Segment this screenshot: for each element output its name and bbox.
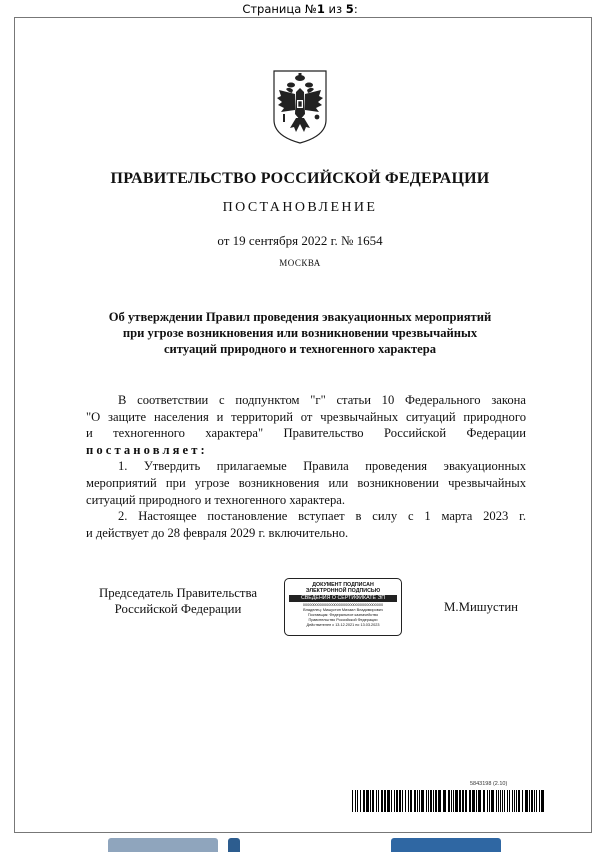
stamp-certificate-bar: СВЕДЕНИЯ О СЕРТИФИКАТЕ ЭП [289,595,397,602]
coat-of-arms-emblem [273,70,327,144]
page-nav-button[interactable] [228,838,240,852]
barcode-stripe [451,790,452,812]
barcode-id: 5843198 (2.10) [470,781,508,787]
barcode-stripe [500,790,501,812]
barcode-stripe [360,790,361,812]
barcode-stripe [478,790,481,812]
signatory-position-line: Российской Федерации [114,602,242,616]
page-counter [0,2,600,16]
stamp-line: 00000000000000000000000000000000000000 [302,603,384,607]
barcode-stripe [376,790,377,812]
barcode-stripe [426,790,427,812]
barcode-stripe [405,790,406,812]
barcode-stripe [428,790,429,812]
signatory-position-line: Председатель Правительства [98,586,258,600]
body-line: 1. Утвердить прилагаемые Правила проведения эвакуационных [118,459,526,474]
barcode-stripe [384,790,386,812]
barcode-stripe [509,790,510,812]
barcode-stripe [433,790,434,812]
body-line: "О защите населения и территорий от чрезвычайных ситуаций природного [86,409,526,424]
barcode-stripe [536,790,537,812]
barcode-stripe [443,790,446,812]
barcode-stripe [531,790,533,812]
barcode-stripe [417,790,418,812]
barcode-stripe [414,790,416,812]
document-city: МОСКВА [279,258,321,268]
barcode-stripe [381,790,383,812]
barcode-stripe [363,790,365,812]
barcode-stripe [408,790,409,812]
electronic-signature-stamp [284,578,402,636]
page-counter-suffix: : [353,2,358,16]
barcode-stripe [419,790,420,812]
barcode-stripe [514,790,515,812]
body-line: ситуаций природного и техногенного характера. [86,492,346,507]
barcode-stripe [399,790,401,812]
stamp-line: Правительство Российской Федерации [308,618,378,622]
body-line: и техногенного характера" Правительство Российской Федерации [86,426,526,441]
barcode-stripe [455,790,458,812]
stamp-line: Поставщик: Федеральное казначейство [307,613,379,617]
barcode-stripe [396,790,398,812]
stamp-line: Действителен с 13.12.2021 по 13.03.2023 [306,623,380,627]
barcode-stripe [487,790,488,812]
barcode-stripe [525,790,528,812]
body-line: В соответствии с подпунктом "г" статьи 10 Федерального закона [118,393,526,407]
barcode-stripe [465,790,467,812]
stamp-line: Владелец: Мишустин Михаил Владимирович [303,608,383,612]
document-subject [70,309,530,357]
barcode-stripe [483,790,485,812]
next-page-button[interactable] [391,838,501,852]
barcode-stripe [534,790,535,812]
stamp-header: ЭЛЕКТРОННОЙ ПОДПИСЬЮ [305,588,381,594]
barcode-stripe [357,790,358,812]
body-line: 2. Настоящее постановление вступает в силу с 1 марта 2023 г. [118,509,526,524]
signatory-position [88,585,268,617]
document-type: ПОСТАНОВЛЕНИЕ [222,200,378,215]
barcode-stripe [504,790,505,812]
barcode-stripe [476,790,477,812]
barcode-stripe [372,790,374,812]
barcode-stripe [366,790,369,812]
barcode-stripe [516,790,517,812]
barcode-stripe [438,790,441,812]
barcode-stripe [522,790,523,812]
barcode [352,790,548,812]
subject-line: ситуаций природного и техногенного характера [163,342,437,356]
barcode-stripe [512,790,513,812]
current-page-number: 1 [316,2,325,16]
barcode-stripe [435,790,437,812]
barcode-stripe [507,790,508,812]
barcode-stripe [453,790,454,812]
barcode-stripe [430,790,432,812]
page-counter-prefix: Страница № [242,2,317,16]
barcode-stripe [387,790,390,812]
barcode-stripe [378,790,379,812]
barcode-stripe [539,790,540,812]
government-title: ПРАВИТЕЛЬСТВО РОССИЙСКОЙ ФЕДЕРАЦИИ [110,170,490,187]
barcode-stripe [502,790,503,812]
barcode-stripe [489,790,490,812]
barcode-stripe [459,790,461,812]
barcode-stripe [472,790,475,812]
document-body [86,392,526,541]
signatory-name: М.Мишустин [444,600,519,614]
document-date-number: от 19 сентября 2022 г. № 1654 [217,233,383,248]
barcode-stripe [410,790,412,812]
barcode-stripe [352,790,353,812]
barcode-stripe [402,790,403,812]
barcode-stripe [355,790,356,812]
barcode-stripe [496,790,497,812]
subject-line: при угрозе возникновения или возникновении чрезвычайных [122,326,478,340]
subject-line: Об утверждении Правил проведения эвакуационных мероприятий [108,310,492,324]
barcode-stripe [391,790,392,812]
decree-word: постановляет: [86,442,208,457]
barcode-stripe [541,790,544,812]
barcode-stripe [491,790,494,812]
barcode-stripe [498,790,499,812]
barcode-stripe [469,790,471,812]
body-line: и действует до 28 февраля 2029 г. включительно. [86,525,349,540]
stamp-header: ДОКУМЕНТ ПОДПИСАН [312,582,374,588]
total-page-count: 5 [345,2,354,16]
page-counter-separator: из [324,2,346,16]
barcode-stripe [529,790,530,812]
barcode-stripe [394,790,395,812]
prev-page-button[interactable] [108,838,218,852]
barcode-stripe [448,790,450,812]
barcode-stripe [518,790,520,812]
barcode-stripe [370,790,371,812]
barcode-stripe [462,790,464,812]
body-line: мероприятий при угрозе возникновения или возникновении чрезвычайных [86,475,526,490]
barcode-stripe [421,790,424,812]
